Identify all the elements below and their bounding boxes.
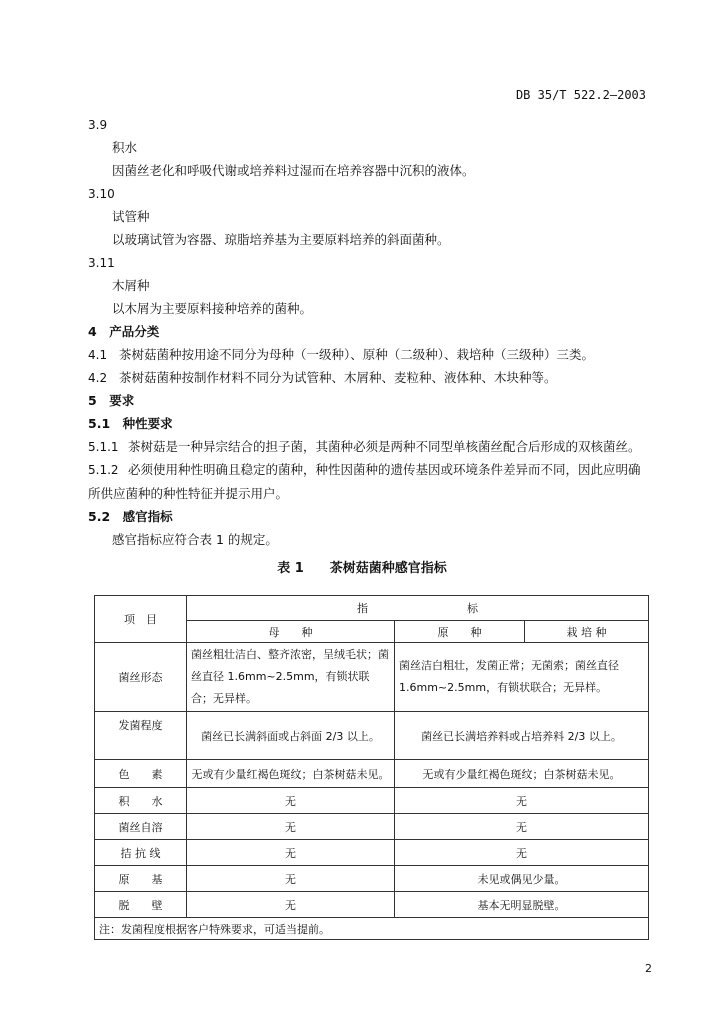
- table-row: [95, 788, 649, 814]
- original-cultivated-value: 无: [395, 788, 649, 814]
- header-index: 指 标: [187, 596, 649, 621]
- table-row: [95, 712, 649, 760]
- mother-value: 菌丝粗壮洁白、整齐浓密，呈绒毛状；菌丝直径 1.6mm~2.5mm，有锁状联合；无异样。: [187, 643, 395, 712]
- clause-5-1-2-number: 5.1.2: [88, 463, 119, 477]
- original-cultivated-value: 菌丝已长满培养料或占培养料 2/3 以上。: [395, 712, 649, 760]
- original-cultivated-value: 未见或偶见少量。: [395, 866, 649, 892]
- clause-5-1-1-number: 5.1.1: [88, 440, 119, 454]
- row-item: 发菌程度: [95, 712, 187, 760]
- header-original-culture: 原 种: [395, 621, 525, 643]
- clause-3-11-number: 3.11: [88, 256, 115, 270]
- clause-5-1-1-text: 茶树菇是一种异宗结合的担子菌，其菌种必须是两种不同型单核菌丝配合后形成的双核菌丝。: [128, 439, 641, 454]
- clause-3-9-number: 3.9: [88, 118, 108, 132]
- mother-value: 无: [187, 840, 395, 866]
- clause-3-10-number: 3.10: [88, 187, 115, 201]
- original-cultivated-value: 基本无明显脱壁。: [395, 892, 649, 918]
- section-5-1-heading: 5.1 种性要求: [88, 416, 173, 431]
- original-cultivated-value: 无: [395, 840, 649, 866]
- original-cultivated-value: 无: [395, 814, 649, 840]
- table-row: [95, 760, 649, 788]
- table-row: [95, 814, 649, 840]
- mother-value: 无: [187, 892, 395, 918]
- table-row: [95, 840, 649, 866]
- clause-5-1-2-text-continued: 所供应菌种的种性特征并提示用户。: [88, 486, 289, 501]
- clause-5-2-text: 感官指标应符合表 1 的规定。: [112, 532, 278, 547]
- header-cultivated-culture: 栽 培 种: [525, 621, 649, 643]
- clause-4-2-number: 4.2: [88, 371, 108, 385]
- mother-value: 无: [187, 788, 395, 814]
- clause-3-10-term: 试管种: [112, 209, 150, 224]
- clause-3-10-definition: 以玻璃试管为容器、琼脂培养基为主要原料培养的斜面菌种。: [112, 232, 450, 247]
- header-mother-culture: 母 种: [187, 621, 395, 643]
- table-note: 注：发菌程度根据客户特殊要求，可适当提前。: [95, 918, 649, 940]
- row-item: 积 水: [95, 788, 187, 814]
- clause-3-9-definition: 因菌丝老化和呼吸代谢或培养料过湿而在培养容器中沉积的液体。: [112, 163, 475, 178]
- mother-value: 无: [187, 866, 395, 892]
- page-number: 2: [645, 962, 652, 975]
- header-item: 项 目: [95, 596, 187, 643]
- original-cultivated-value: 菌丝洁白粗壮，发菌正常；无菌索；菌丝直径 1.6mm~2.5mm，有锁状联合；无异样。: [395, 643, 649, 712]
- clause-4-2-text: 茶树菇菌种按制作材料不同分为试管种、木屑种、麦粒种、液体种、木块种等。: [119, 370, 557, 385]
- row-item: 脱 壁: [95, 892, 187, 918]
- clause-3-9-term: 积水: [112, 140, 138, 155]
- section-5-2-heading: 5.2 感官指标: [88, 509, 173, 524]
- table-caption: 表 1 茶树菇菌种感官指标: [277, 561, 447, 576]
- row-item: 菌丝形态: [95, 643, 187, 712]
- section-4-heading: 4 产品分类: [88, 324, 160, 339]
- clause-3-11-term: 木屑种: [112, 278, 150, 293]
- clause-3-11-definition: 以木屑为主要原料接种培养的菌种。: [112, 301, 313, 316]
- mother-value: 菌丝已长满斜面或占斜面 2/3 以上。: [187, 712, 395, 760]
- row-item: 色 素: [95, 760, 187, 788]
- table-row: [95, 643, 649, 712]
- section-5-heading: 5 要求: [88, 393, 135, 408]
- mother-value: 无或有少量红褐色斑纹；白茶树菇未见。: [187, 760, 395, 788]
- clause-5-1-2-text: 必须使用种性明确且稳定的菌种，种性因菌种的遗传基因或环境条件差异而不同，因此应明确: [128, 462, 641, 477]
- table-row: [95, 892, 649, 918]
- row-item: 拮 抗 线: [95, 840, 187, 866]
- sensory-index-table: [94, 595, 649, 940]
- row-item: 菌丝自溶: [95, 814, 187, 840]
- mother-value: 无: [187, 814, 395, 840]
- table-row: [95, 866, 649, 892]
- clause-4-1-number: 4.1: [88, 348, 108, 362]
- original-cultivated-value: 无或有少量红褐色斑纹；白茶树菇未见。: [395, 760, 649, 788]
- row-item: 原 基: [95, 866, 187, 892]
- standard-number: DB 35/T 522.2—2003: [515, 88, 646, 102]
- clause-4-1-text: 茶树菇菌种按用途不同分为母种（一级种）、原种（二级种）、栽培种（三级种）三类。: [119, 347, 595, 362]
